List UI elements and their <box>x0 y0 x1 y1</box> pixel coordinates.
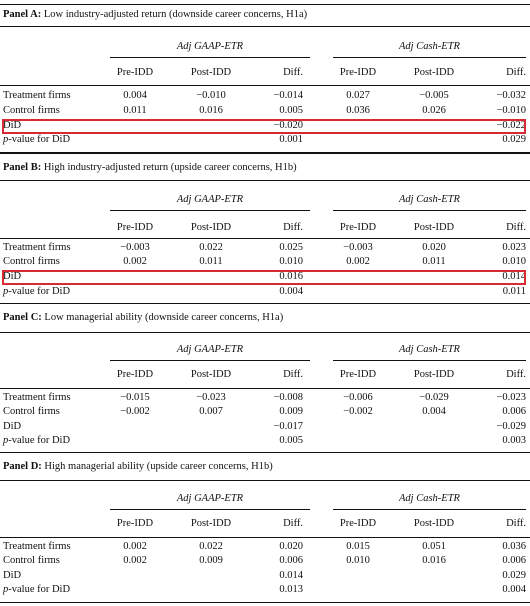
cell: −0.002 <box>343 406 373 417</box>
col-header-diff-gaap: Diff. <box>283 369 303 380</box>
header-rule <box>0 388 530 389</box>
row-label-treatment: Treatment firms <box>3 392 71 403</box>
cell: 0.004 <box>422 406 446 417</box>
cell: −0.006 <box>343 392 373 403</box>
col-header-pre-cash: Pre-IDD <box>339 518 377 529</box>
cell: 0.016 <box>279 271 303 282</box>
cell: −0.022 <box>496 120 526 131</box>
cell: 0.011 <box>422 256 446 267</box>
cell: 0.023 <box>502 242 526 253</box>
cell: 0.015 <box>346 541 370 552</box>
col-header-pre-gaap: Pre-IDD <box>116 67 154 78</box>
panel-title-rule <box>0 332 530 333</box>
cell: 0.011 <box>199 256 223 267</box>
cell: 0.011 <box>123 105 147 116</box>
cell: −0.017 <box>273 421 303 432</box>
panel-label: Panel C: <box>3 312 42 323</box>
group-underline-gaap <box>110 360 310 361</box>
table-bottom-rule <box>0 602 530 603</box>
cell: −0.014 <box>273 90 303 101</box>
cell: 0.004 <box>502 584 526 595</box>
cell: −0.003 <box>343 242 373 253</box>
panel-label: Panel A: <box>3 9 42 20</box>
group-header-cash: Adj Cash-ETR <box>399 344 460 355</box>
pvalue-italic: p <box>3 134 9 145</box>
col-header-post-cash: Post-IDD <box>413 222 455 233</box>
cell: 0.001 <box>279 134 303 145</box>
cell: −0.010 <box>496 105 526 116</box>
group-header-cash: Adj Cash-ETR <box>399 194 460 205</box>
pvalue-italic: p <box>3 435 9 446</box>
col-header-diff-cash: Diff. <box>506 369 526 380</box>
panel-title-rule <box>0 26 530 27</box>
col-header-pre-cash: Pre-IDD <box>339 67 377 78</box>
cell: −0.029 <box>419 392 449 403</box>
header-rule <box>0 238 530 239</box>
group-header-gaap: Adj GAAP-ETR <box>176 194 244 205</box>
col-header-pre-gaap: Pre-IDD <box>116 518 154 529</box>
cell: 0.006 <box>502 406 526 417</box>
col-header-post-gaap: Post-IDD <box>190 67 232 78</box>
row-label-pvalue <box>3 286 70 297</box>
group-underline-gaap <box>110 57 310 58</box>
panel-bottom-rule <box>0 452 530 453</box>
row-label-control: Control firms <box>3 105 60 116</box>
header-rule <box>0 85 530 86</box>
cell: 0.002 <box>346 256 370 267</box>
row-label-did: DiD <box>3 120 22 131</box>
cell: −0.029 <box>496 421 526 432</box>
cell: 0.003 <box>502 435 526 446</box>
col-header-post-cash: Post-IDD <box>413 67 455 78</box>
cell: 0.007 <box>199 406 223 417</box>
panel-title-rule <box>0 480 530 481</box>
col-header-diff-cash: Diff. <box>506 222 526 233</box>
header-rule <box>0 537 530 538</box>
cell: −0.008 <box>273 392 303 403</box>
col-header-pre-gaap: Pre-IDD <box>116 369 154 380</box>
cell: −0.010 <box>196 90 226 101</box>
col-header-post-cash: Post-IDD <box>413 369 455 380</box>
cell: 0.036 <box>502 541 526 552</box>
panel-label: Panel D: <box>3 461 42 472</box>
row-label-did: DiD <box>3 570 22 581</box>
row-label-treatment: Treatment firms <box>3 242 71 253</box>
cell: −0.023 <box>196 392 226 403</box>
panel-title <box>3 461 273 472</box>
cell: 0.022 <box>199 242 223 253</box>
panel-description: High industry-adjusted return (upside career concerns, H1b) <box>43 162 297 173</box>
cell: 0.014 <box>502 271 526 282</box>
cell: −0.015 <box>120 392 150 403</box>
col-header-post-cash: Post-IDD <box>413 518 455 529</box>
cell: 0.013 <box>279 584 303 595</box>
panel-title <box>3 162 297 173</box>
cell: 0.010 <box>346 555 370 566</box>
col-header-post-gaap: Post-IDD <box>190 518 232 529</box>
pvalue-italic: p <box>3 584 9 595</box>
group-header-cash: Adj Cash-ETR <box>399 493 460 504</box>
cell: 0.005 <box>279 435 303 446</box>
panel-top-rule <box>0 153 530 154</box>
col-header-pre-cash: Pre-IDD <box>339 222 377 233</box>
col-header-pre-gaap: Pre-IDD <box>116 222 154 233</box>
col-header-post-gaap: Post-IDD <box>190 222 232 233</box>
cell: −0.003 <box>120 242 150 253</box>
row-label-treatment: Treatment firms <box>3 90 71 101</box>
cell: 0.004 <box>123 90 147 101</box>
row-label-did: DiD <box>3 271 22 282</box>
panel-description: Low industry-adjusted return (downside career concerns, H1a) <box>43 9 308 20</box>
panel-bottom-rule <box>0 303 530 304</box>
panel-title-rule <box>0 180 530 181</box>
row-label-control: Control firms <box>3 406 60 417</box>
group-underline-cash <box>333 509 526 510</box>
group-header-gaap: Adj GAAP-ETR <box>176 41 244 52</box>
cell: 0.006 <box>502 555 526 566</box>
pvalue-text: -value for DiD <box>8 286 71 297</box>
group-header-gaap: Adj GAAP-ETR <box>176 493 244 504</box>
col-header-diff-gaap: Diff. <box>283 222 303 233</box>
cell: 0.029 <box>502 570 526 581</box>
col-header-diff-cash: Diff. <box>506 518 526 529</box>
cell: 0.020 <box>422 242 446 253</box>
pvalue-text: -value for DiD <box>8 134 71 145</box>
col-header-post-gaap: Post-IDD <box>190 369 232 380</box>
cell: 0.002 <box>123 555 147 566</box>
cell: 0.009 <box>199 555 223 566</box>
col-header-pre-cash: Pre-IDD <box>339 369 377 380</box>
cell: 0.002 <box>123 256 147 267</box>
cell: 0.014 <box>279 570 303 581</box>
cell: 0.029 <box>502 134 526 145</box>
cell: 0.051 <box>422 541 446 552</box>
row-label-did: DiD <box>3 421 22 432</box>
row-label-pvalue <box>3 435 70 446</box>
cell: 0.022 <box>199 541 223 552</box>
cell: 0.025 <box>279 242 303 253</box>
did-highlight-box <box>2 270 526 285</box>
cell: −0.032 <box>496 90 526 101</box>
cell: 0.011 <box>502 286 526 297</box>
pvalue-text: -value for DiD <box>8 584 71 595</box>
cell: 0.010 <box>502 256 526 267</box>
panel-description: High managerial ability (upside career concerns, H1b) <box>44 461 273 472</box>
group-underline-cash <box>333 210 526 211</box>
cell: 0.026 <box>422 105 446 116</box>
cell: −0.023 <box>496 392 526 403</box>
cell: 0.027 <box>346 90 370 101</box>
group-underline-gaap <box>110 509 310 510</box>
cell: 0.006 <box>279 555 303 566</box>
cell: −0.005 <box>419 90 449 101</box>
cell: 0.010 <box>279 256 303 267</box>
row-label-pvalue <box>3 584 70 595</box>
col-header-diff-gaap: Diff. <box>283 67 303 78</box>
panel-title <box>3 9 307 20</box>
cell: 0.016 <box>199 105 223 116</box>
panel-top-rule <box>0 4 530 5</box>
pvalue-italic: p <box>3 286 9 297</box>
cell: 0.004 <box>279 286 303 297</box>
cell: 0.020 <box>279 541 303 552</box>
row-label-treatment: Treatment firms <box>3 541 71 552</box>
cell: 0.016 <box>422 555 446 566</box>
group-underline-cash <box>333 57 526 58</box>
group-underline-gaap <box>110 210 310 211</box>
col-header-diff-cash: Diff. <box>506 67 526 78</box>
pvalue-text: -value for DiD <box>8 435 71 446</box>
col-header-diff-gaap: Diff. <box>283 518 303 529</box>
row-label-control: Control firms <box>3 555 60 566</box>
panel-title <box>3 312 283 323</box>
panel-label: Panel B: <box>3 162 42 173</box>
row-label-pvalue <box>3 134 70 145</box>
did-highlight-box <box>2 119 526 134</box>
panel-description: Low managerial ability (downside career concerns, H1a) <box>44 312 284 323</box>
group-underline-cash <box>333 360 526 361</box>
cell: −0.002 <box>120 406 150 417</box>
row-label-control: Control firms <box>3 256 60 267</box>
cell: 0.002 <box>123 541 147 552</box>
cell: 0.005 <box>279 105 303 116</box>
group-header-gaap: Adj GAAP-ETR <box>176 344 244 355</box>
cell: 0.036 <box>346 105 370 116</box>
cell: 0.009 <box>279 406 303 417</box>
group-header-cash: Adj Cash-ETR <box>399 41 460 52</box>
cell: −0.020 <box>273 120 303 131</box>
